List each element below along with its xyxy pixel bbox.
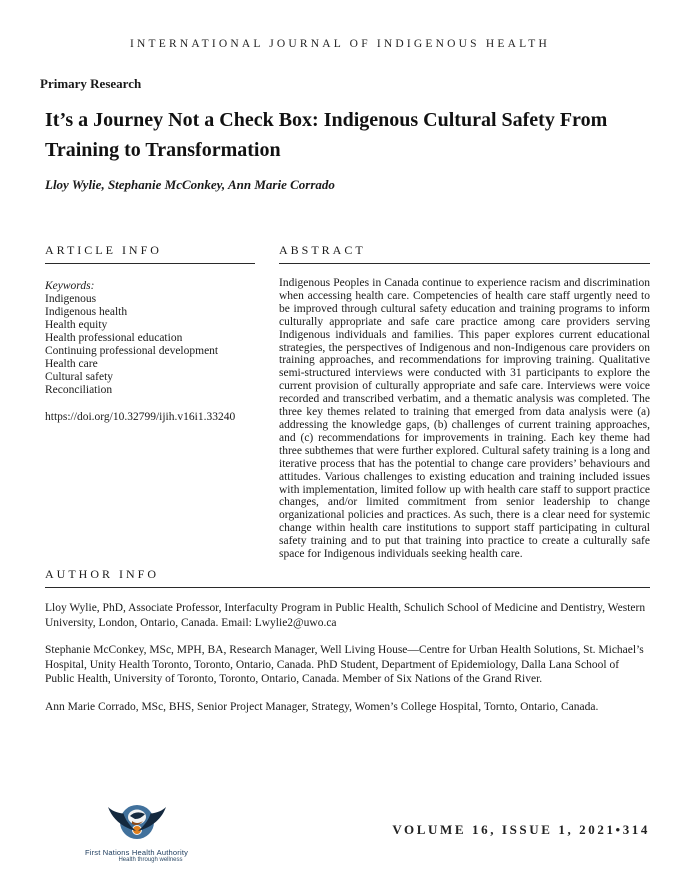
journal-title: INTERNATIONAL JOURNAL OF INDIGENOUS HEALTH (130, 38, 550, 50)
author-info-heading: AUTHOR INFO (45, 567, 650, 588)
keyword-item: Reconciliation (45, 384, 113, 396)
author-info-section (45, 567, 650, 715)
article-info-panel (45, 243, 255, 561)
keyword-item: Health equity (45, 319, 108, 331)
authors-line: Lloy Wylie, Stephanie McConkey, Ann Marie Corrado (45, 177, 335, 192)
abstract-heading: ABSTRACT (279, 243, 650, 264)
page-title: It’s a Journey Not a Check Box: Indigenous Cultural Safety From Training to Transformation (45, 109, 608, 161)
author-bio: Stephanie McConkey, MSc, MPH, BA, Research Manager, Well Living House—Centre for Urban Health Solutions, St. Michael’s Hospital, Unity Health Toronto, Toronto, Ontario, Canada. PhD Student, Department of Epidemiology, Dalla Lana School of Public Health, University of Toronto, Toronto, Ontario, Canada. Member of Six Nations of the Grand River. (45, 644, 644, 686)
abstract-panel (279, 243, 650, 561)
author-bio: Lloy Wylie, PhD, Associate Professor, Interfaculty Program in Public Health, Schulich School of Medicine and Dentistry, Western University, London, Ontario, Canada. Email: Lwylie2@uwo.ca (45, 601, 646, 629)
fnha-logo (64, 800, 209, 863)
fnha-logo-name: First Nations Health Authority (84, 848, 189, 857)
keyword-item: Cultural safety (45, 371, 114, 383)
keyword-item: Continuing professional development (45, 345, 219, 357)
author-bios (45, 601, 650, 715)
keywords-label: Keywords: (45, 280, 95, 292)
info-abstract-columns (45, 243, 650, 561)
article-info-heading: ARTICLE INFO (45, 243, 255, 264)
keywords-list (45, 293, 255, 397)
keyword-item: Health care (45, 358, 98, 370)
section-label: Primary Research (40, 76, 142, 91)
keyword-item: Health professional education (45, 332, 183, 344)
abstract-text: Indigenous Peoples in Canada continue to experience racism and discrimination when accessing health care. Competencies of health care staff urgently need to be improved through cultural safety education and training programs to inform culturally appropriate and safe care practice among care providers serving Indigenous individuals and families. This paper explores current educational strategies, the perspectives of Indigenous and non-Indigenous care providers on training approaches, and recommendations for improving training. Qualitative semi-structured interviews were conducted with 31 participants to explore the current provision of culturally appropriate and safe care. Interviews were voice recorded and transcribed verbatim, and a thematic analysis was completed. The three key themes related to training that emerged from data analysis were (a) addressing the knowledge gaps, (b) challenges of current training approaches, and (c) recommendations for improvements in training. Each key theme had three subthemes that were further explored. Cultural safety training is a long and iterative process that has the potential to change care providers’ behaviours and attitudes. Various challenges to existing education and training included issues with implementation, limited follow up with health care staff to support practice changes, and/or limited commitment from senior leadership to change organizational policies and practices. As such, there is a clear need for systemic change within health care institutions to support staff participating in cultural safety training and to put that training into practice to create a culturally safe space for Indigenous individuals seeking health care. (279, 277, 650, 561)
keyword-item: Indigenous (45, 293, 97, 305)
fnha-logo-icon (105, 800, 169, 846)
fnha-logo-tagline: Health through wellness (118, 857, 183, 863)
doi-link[interactable]: https://doi.org/10.32799/ijih.v16i1.33240 (45, 411, 236, 423)
volume-issue-label: VOLUME 16, ISSUE 1, 2021•314 (392, 822, 650, 837)
author-bio: Ann Marie Corrado, MSc, BHS, Senior Project Manager, Strategy, Women’s College Hospital, Tornto, Ontario, Canada. (45, 700, 599, 713)
keyword-item: Indigenous health (45, 306, 128, 318)
